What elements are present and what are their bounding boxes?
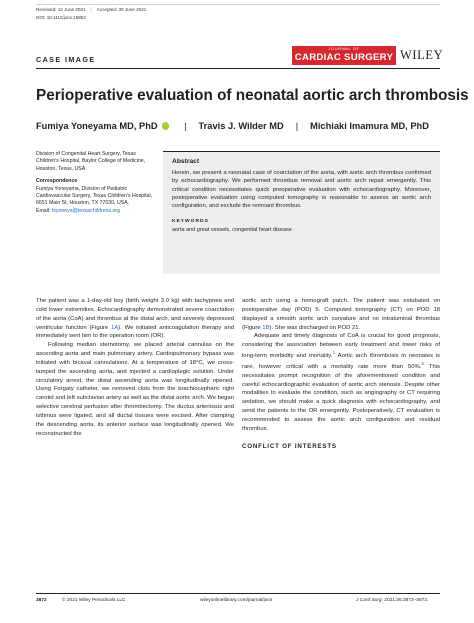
body-text: aortic arch using a homograft patch. The patient was extubated on postoperative day (POD) 5. Computed tomography (CT) on POD 18 displayed a smooth aortic arch curvature and no intraluminal thrombus (Figure bbox=[242, 298, 440, 331]
accepted-date: Accepted: 30 June 2021 bbox=[96, 7, 147, 12]
citation-journal: J Card Surg. bbox=[356, 598, 383, 603]
received-dates bbox=[36, 7, 146, 12]
reference-link[interactable]: 2 bbox=[421, 361, 425, 367]
body-text: Adequate and timely diagnosis of CoA is crucial for good prognosis, considering the association between early treatment and lower risks of long-term morbidity and mortality. bbox=[242, 333, 440, 360]
affiliation-block bbox=[36, 151, 154, 215]
publisher-logo: WILEY bbox=[400, 48, 444, 62]
page-number: 3872 bbox=[36, 598, 47, 603]
footer-rule bbox=[36, 593, 440, 594]
figure-link[interactable]: 1A bbox=[110, 324, 119, 331]
body-column-right bbox=[242, 297, 440, 451]
doi[interactable]: DOI: 10.1111/jocs.15852 bbox=[36, 15, 86, 20]
body-text: ). She was discharged on POD 21. bbox=[269, 324, 361, 331]
journal-logo-main: CARDIAC SURGERY bbox=[294, 52, 394, 63]
reference-link[interactable]: 1 bbox=[332, 351, 336, 357]
received-date: Received: 12 June 2021 bbox=[36, 7, 86, 12]
correspondence-label: Correspondence bbox=[36, 178, 78, 185]
citation bbox=[356, 598, 428, 603]
email-line bbox=[36, 208, 154, 215]
keywords-heading: KEYWORDS bbox=[172, 219, 209, 225]
journal-url[interactable]: wileyonlinelibrary.com/journal/jocs bbox=[200, 598, 273, 603]
date-separator: | bbox=[90, 7, 92, 12]
journal-logo-top: JOURNAL OF bbox=[328, 46, 360, 51]
figure-link[interactable]: 1B bbox=[262, 324, 270, 331]
correspondence-text: Fumiya Yoneyama, Division of Pediatric Cardiovascular Surgery, Texas Children's Hospital, 6651 Main St, Houston, TX 77030, USA. bbox=[36, 185, 153, 207]
header-rule bbox=[36, 68, 440, 69]
section-heading: CONFLICT OF INTERESTS bbox=[242, 442, 337, 450]
body-column-left bbox=[36, 297, 234, 439]
abstract-text: Herein, we present a neonatal case of coarctation of the aorta, with aortic arch thrombus confirmed by echocardiography. We performed thrombus removal and aortic arch repair emergently. This critical condition necessitates quick preoperative evaluation with echocardiography. Moreover, postoperative evaluation using computed tomography is reasonable to assess an aortic arch configuration, and exclude the remnant thrombus. bbox=[172, 170, 431, 210]
author-list bbox=[36, 121, 429, 131]
email-label: Email: bbox=[36, 207, 51, 214]
body-paragraph bbox=[36, 297, 234, 341]
abstract-heading: Abstract bbox=[172, 158, 200, 165]
body-text: The patient was a 1-day-old boy (birth weight 3.0 kg) with tachypnea and cold lower extremities. Echocardiography demonstrated severe coarctation of the aorta (CoA) and thrombus at the distal arch, and severely depressed ventricular function (Figure bbox=[36, 298, 234, 331]
keywords-text: aorta and great vessels, congenital heart disease bbox=[172, 227, 292, 234]
body-text: Aortic arch thrombosis in neonates is rare, however critical with a mortality rate more than 50%. bbox=[242, 353, 440, 370]
journal-logo bbox=[292, 46, 396, 65]
body-text: ). We initiated anticoagulation therapy and immediately sent him to the operation room (OR). bbox=[36, 324, 235, 340]
copyright: © 2021 Wiley Periodicals LLC bbox=[62, 598, 126, 603]
author-separator: | bbox=[184, 121, 187, 131]
article-title: Perioperative evaluation of neonatal aortic arch thrombosis bbox=[36, 87, 469, 104]
body-paragraph: Following median sternotomy, we placed arterial cannulas on the ascending aorta and main pulmonary artery. Cardiopulmonary bypass was initiated with bicaval cannulations. At a temperature of 18°C, we cross-lamped the ascending aorta, and injected a cardioplegic solution. Under circulatory arrest, the distal ascending aorta was longitudinally opened. Using Forgaty catheter, we removed clots from the brachiocepharic right carotid and left subclavian artery as well as the distal aortic arch. We began selective cerebral perfusion after thrombectomy. The ductus arteriosus and isthmus were ligated, and all ductal tissues were excised. After clamping the descending aorta, its anterior surface was longitudinally opened. We reconstructed the bbox=[36, 342, 234, 437]
top-rule bbox=[36, 4, 440, 5]
body-text: This necessitates prompt recognition of the aforementioned condition and careful echocardiographic evaluation of aortic arch stenosis. Despite other modalities to evaluate the condition, such as angiography or CT requiring sedation, we should make a quick diagnosis with echocardiography, and send the patients to the OR emergently. Postoperatively, CT evaluation is recommended to assess the aortic arch configuration and residual thrombus. bbox=[242, 363, 440, 432]
body-paragraph bbox=[242, 297, 440, 332]
body-paragraph bbox=[242, 332, 440, 433]
citation-details: 2021;36:3872–3873. bbox=[382, 598, 429, 603]
author-separator: | bbox=[295, 121, 299, 131]
email-link[interactable]: fxyoneya@texaschildrens.org bbox=[51, 207, 121, 214]
orcid-icon[interactable] bbox=[162, 122, 170, 130]
author-1: Fumiya Yoneyama MD, PhD bbox=[36, 121, 158, 131]
affiliation-text: Division of Congenital Heart Surgery, Texas Children's Hospital, Baylor College of Medicine, Houston, Texas, USA bbox=[36, 151, 146, 172]
abstract-box bbox=[163, 151, 440, 274]
article-type: CASE IMAGE bbox=[36, 55, 96, 64]
author-2: Travis J. Wilder MD bbox=[198, 121, 284, 131]
author-3: Michiaki Imamura MD, PhD bbox=[310, 121, 429, 131]
